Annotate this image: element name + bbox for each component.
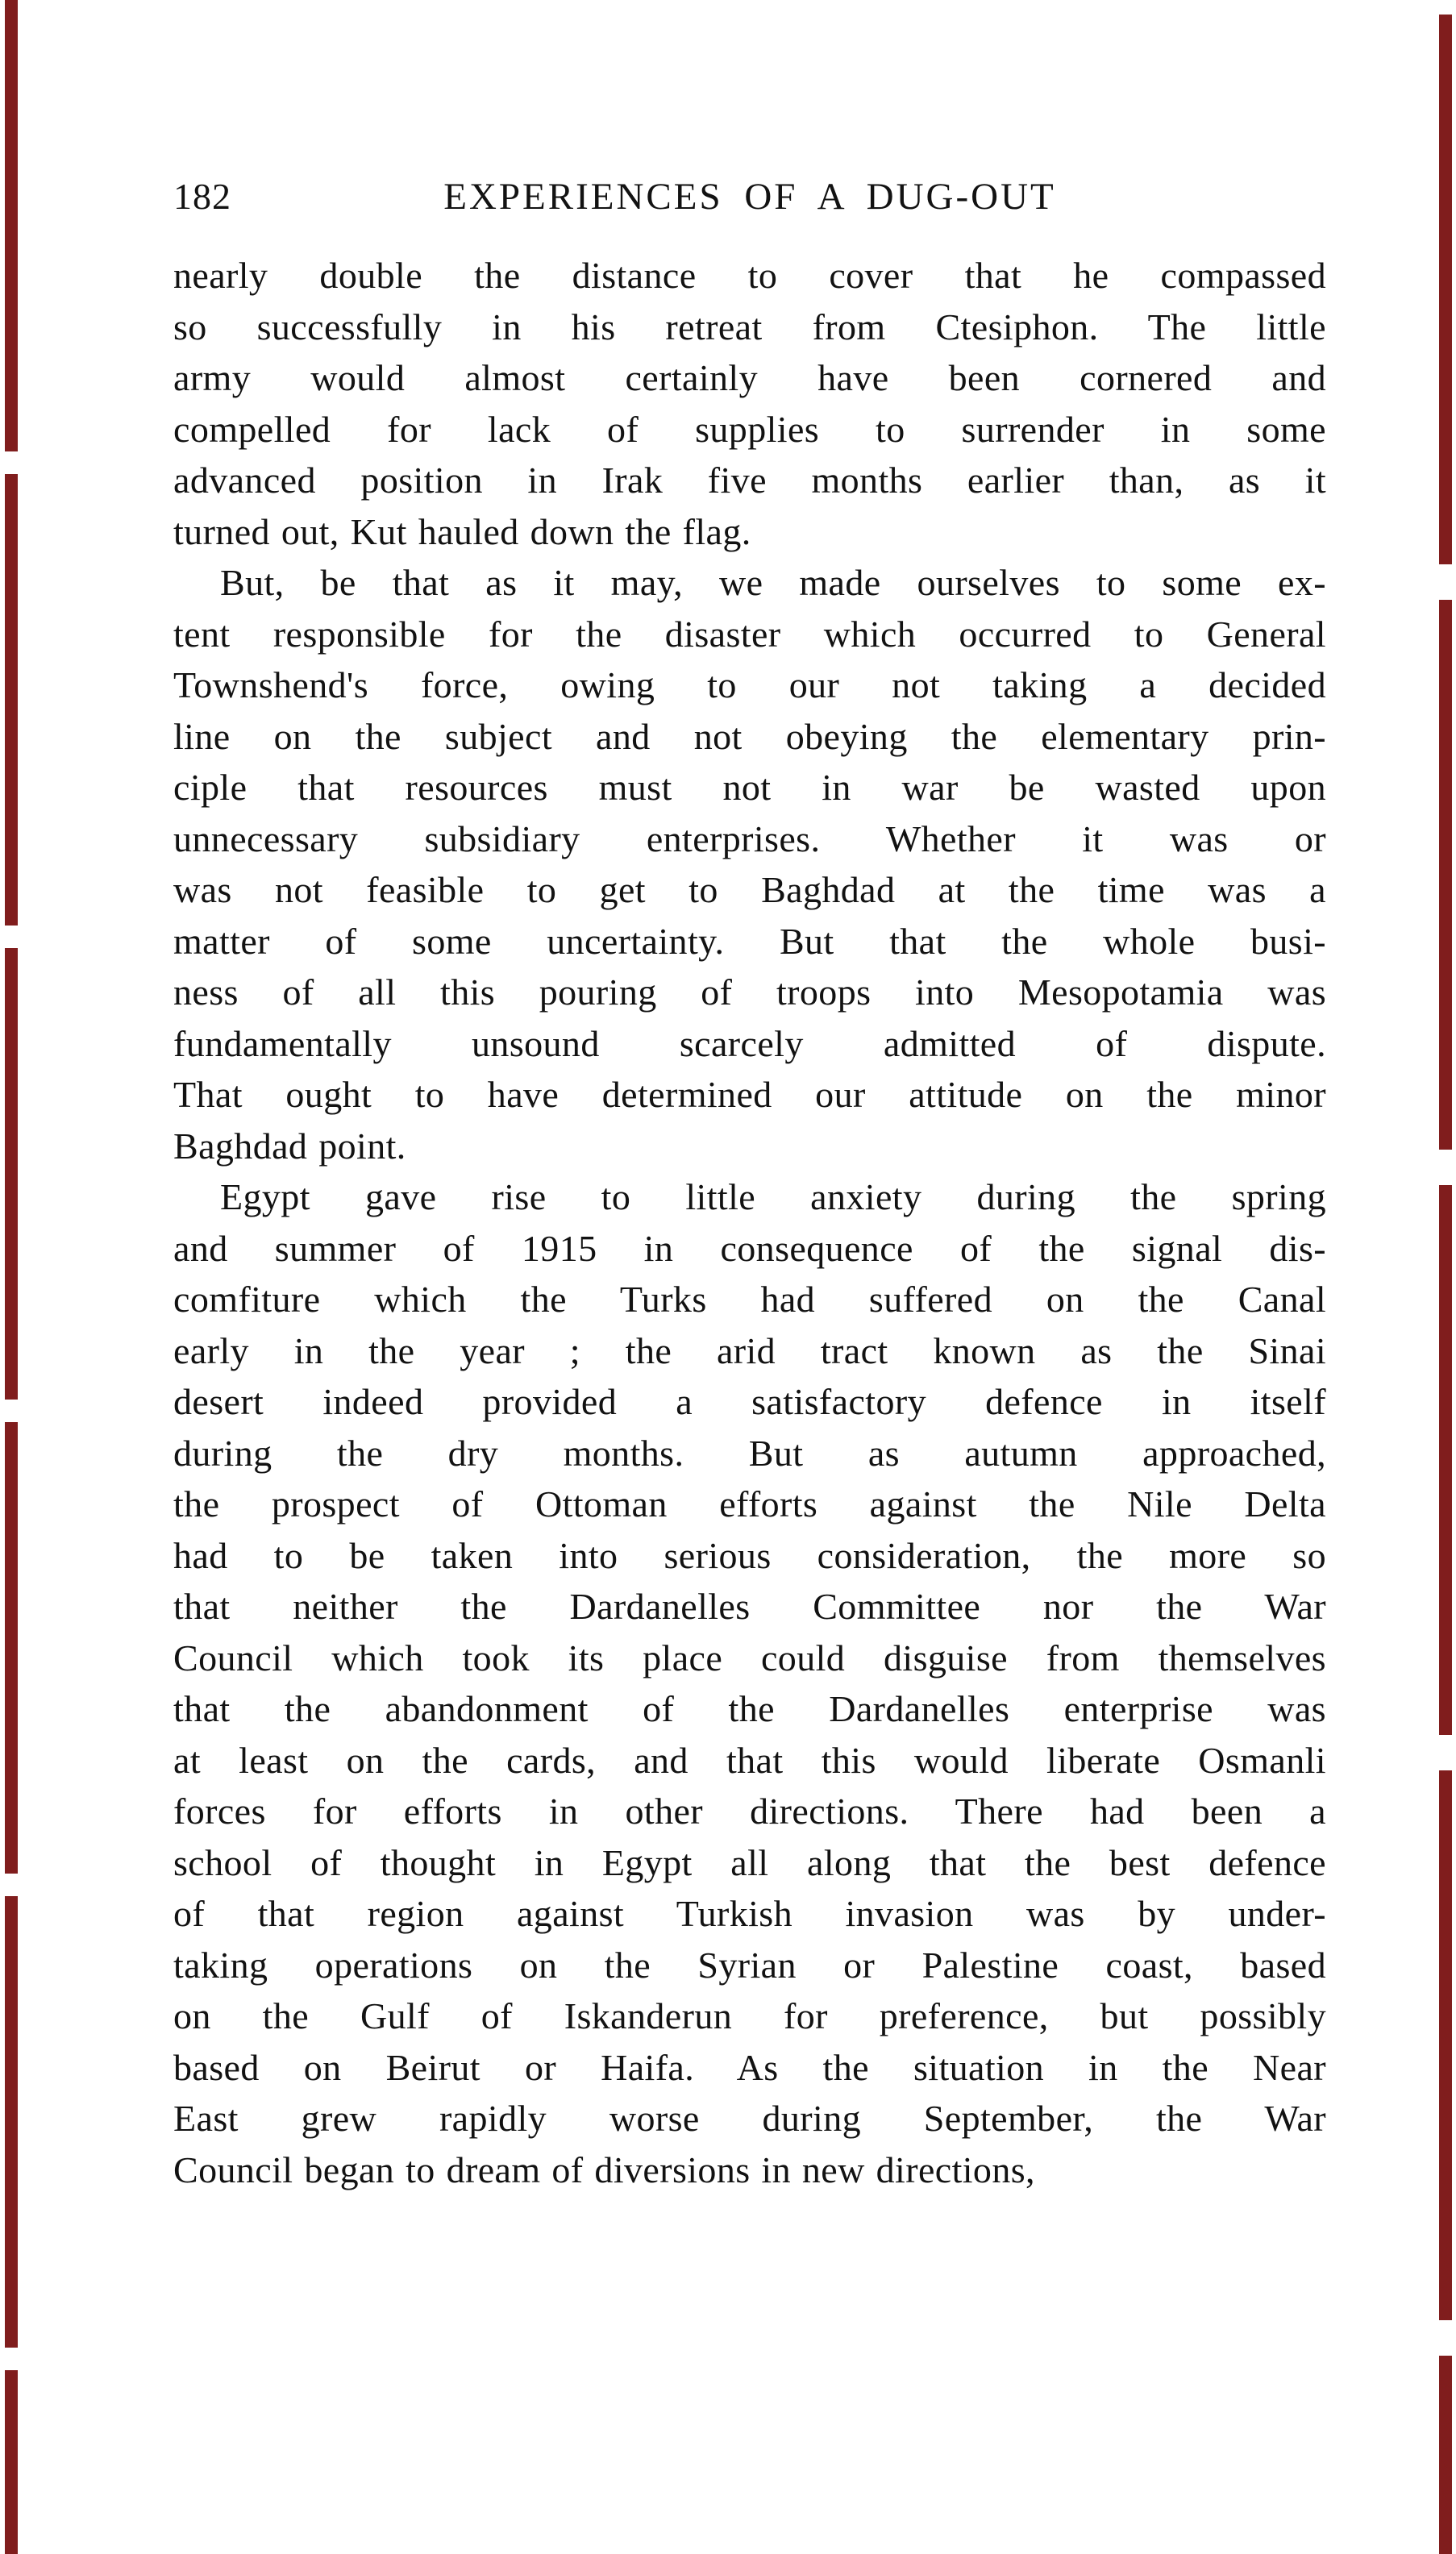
text-line: school of thought in Egypt all along that the best defence: [173, 1841, 1326, 1883]
text-line: comfiture which the Turks had suffered on the Canal: [173, 1279, 1326, 1320]
paragraph: [173, 557, 1326, 1171]
text-line: that neither the Dardanelles Committee nor the War: [173, 1586, 1326, 1627]
paragraph: [173, 250, 1326, 557]
text-line: fundamentally unsound scarcely admitted of dispute.: [173, 1022, 1326, 1064]
text-line: the prospect of Ottoman efforts against the Nile Delta: [173, 1483, 1326, 1524]
text-line: Townshend's force, owing to our not taking a decided: [173, 664, 1326, 705]
text-line: army would almost certainly have been cornered and: [173, 357, 1326, 398]
text-line: taking operations on the Syrian or Palestine coast, based: [173, 1944, 1326, 1986]
text-line: Egypt gave rise to little anxiety during the spring: [220, 1176, 1326, 1217]
body-text: [173, 250, 1326, 2195]
text-line: compelled for lack of supplies to surrender in some: [173, 408, 1326, 450]
page-number: 182: [173, 176, 231, 217]
text-line: That ought to have determined our attitude on the minor: [173, 1074, 1326, 1115]
text-line: and summer of 1915 in consequence of the signal dis-: [173, 1227, 1326, 1269]
text-line: nearly double the distance to cover that he compassed: [173, 255, 1326, 296]
text-line: on the Gulf of Iskanderun for preference, but possibly: [173, 1995, 1326, 2036]
text-line: at least on the cards, and that this would liberate Osmanli: [173, 1739, 1326, 1781]
text-line: desert indeed provided a satisfactory defence in itself: [173, 1381, 1326, 1422]
text-line: Baghdad point.: [173, 1125, 406, 1167]
text-line: matter of some uncertainty. But that the whole busi-: [173, 920, 1326, 962]
text-line: of that region against Turkish invasion was by under-: [173, 1893, 1326, 1934]
page-header: [173, 173, 1326, 221]
text-line: was not feasible to get to Baghdad at the time was a: [173, 869, 1326, 910]
text-line: turned out, Kut hauled down the flag.: [173, 510, 751, 552]
text-line: ness of all this pouring of troops into Mesopotamia was: [173, 971, 1326, 1013]
paragraph: [173, 1171, 1326, 2195]
text-line: unnecessary subsidiary enterprises. Whether it was or: [173, 817, 1326, 859]
text-line: forces for efforts in other directions. There had been a: [173, 1791, 1326, 1832]
text-line: so successfully in his retreat from Ctesiphon. The little: [173, 306, 1326, 347]
text-line: ciple that resources must not in war be wasted upon: [173, 767, 1326, 808]
text-line: But, be that as it may, we made ourselves to some ex-: [220, 562, 1326, 603]
text-line: had to be taken into serious consideration, the more so: [173, 1534, 1326, 1576]
scan-edge-left: [5, 0, 18, 2554]
text-line: East grew rapidly worse during September, the War: [173, 2098, 1326, 2139]
scan-edge-right: [1439, 0, 1452, 2554]
text-line: advanced position in Irak five months earlier than, as it: [173, 460, 1326, 501]
text-line: Council which took its place could disguise from themselves: [173, 1637, 1326, 1678]
text-line: based on Beirut or Haifa. As the situation in the Near: [173, 2046, 1326, 2088]
text-line: during the dry months. But as autumn approached,: [173, 1432, 1326, 1474]
text-line: Council began to dream of diversions in new directions,: [173, 2148, 1035, 2190]
text-line: tent responsible for the disaster which occurred to General: [173, 613, 1326, 655]
running-title: EXPERIENCES OF A DUG-OUT: [443, 176, 1056, 218]
text-line: line on the subject and not obeying the elementary prin-: [173, 715, 1326, 757]
text-line: that the abandonment of the Dardanelles enterprise was: [173, 1688, 1326, 1729]
text-line: early in the year ; the arid tract known as the Sinai: [173, 1329, 1326, 1371]
